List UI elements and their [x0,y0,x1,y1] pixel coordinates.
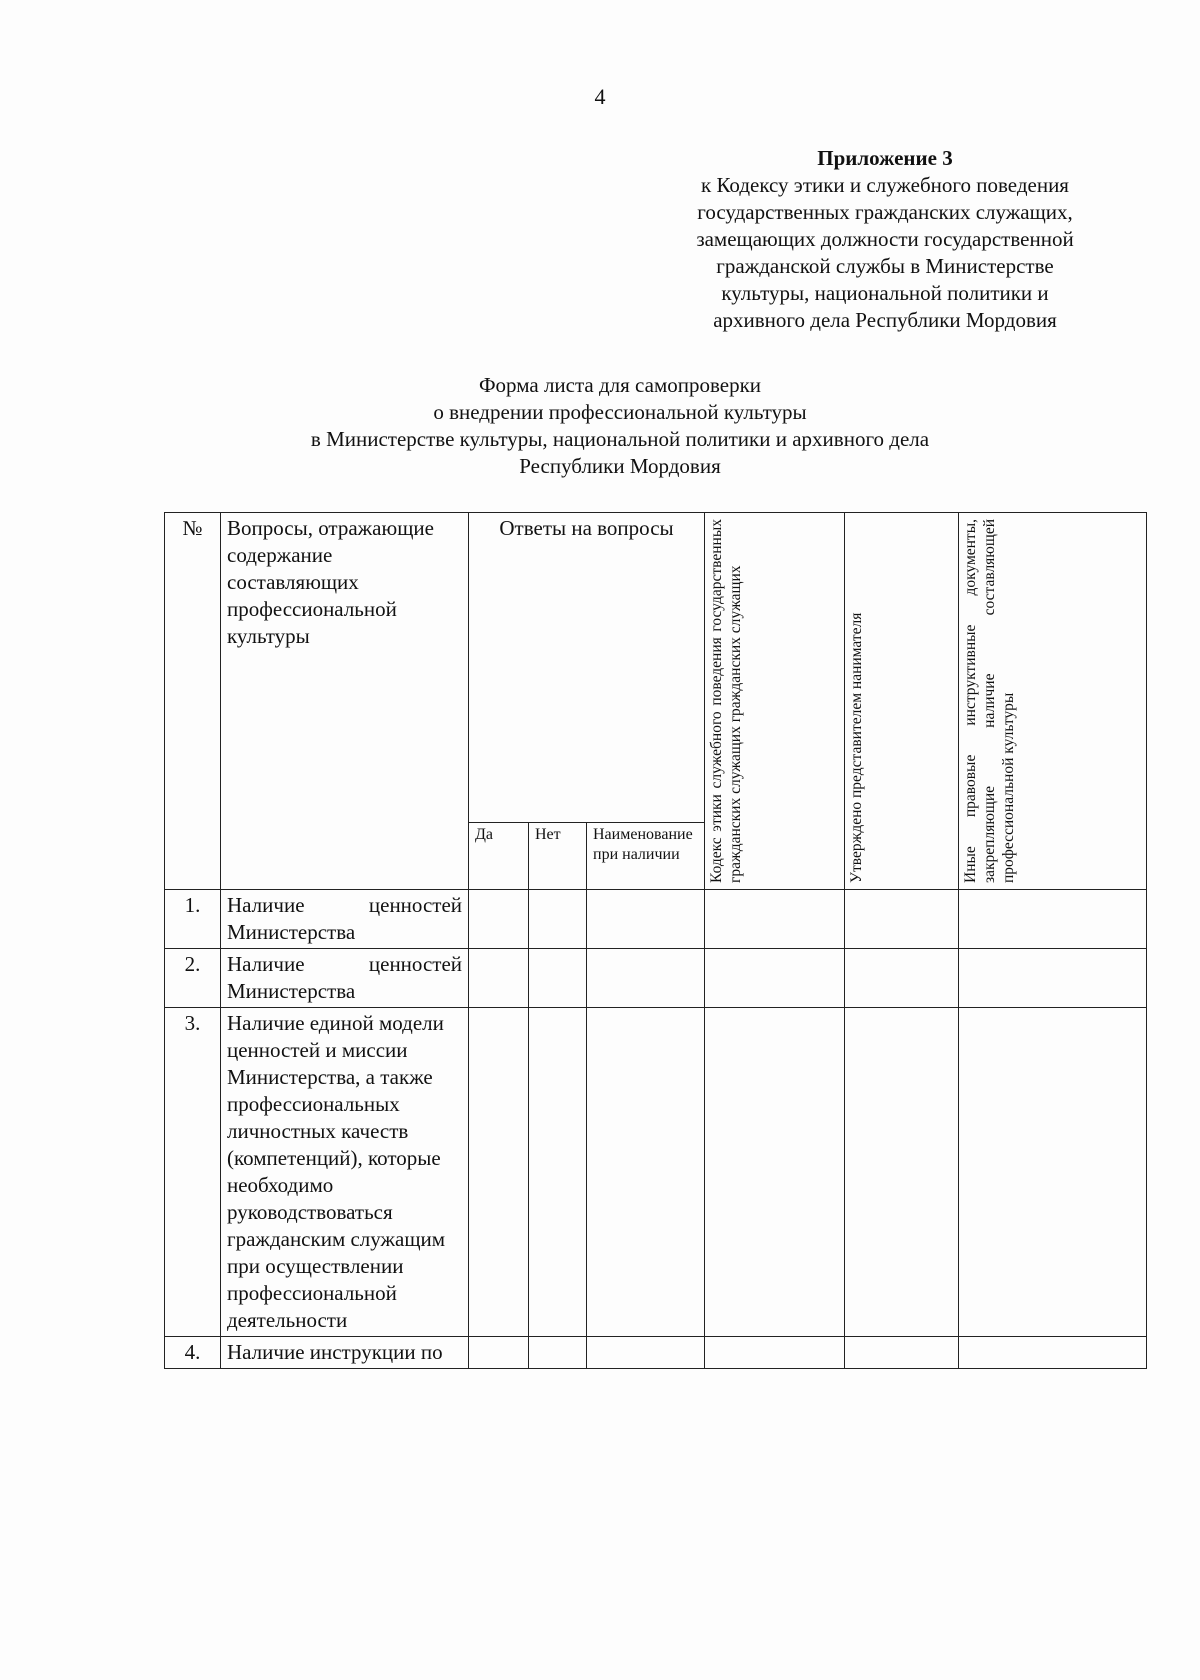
answer-yes-cell[interactable] [469,949,529,1008]
answer-name-cell[interactable] [587,1008,705,1337]
header-yes: Да [469,823,529,890]
row-question: Наличие инструкции по [221,1337,469,1369]
answer-name-cell[interactable] [587,949,705,1008]
answer-yes-cell[interactable] [469,890,529,949]
row-question: Наличие ценностей Министерства [221,949,469,1008]
appendix-line: культуры, национальной политики и [721,281,1049,305]
form-title-line: Республики Мордовия [519,454,721,478]
appendix-line: к Кодексу этики и служебного поведения [701,173,1069,197]
answer-no-cell[interactable] [529,949,587,1008]
row-number: 1. [165,890,221,949]
approved-cell[interactable] [845,1337,959,1369]
header-answers: Ответы на вопросы [469,513,705,823]
header-questions: Вопросы, отражающие содержание составляющих профессиональной культуры [221,513,469,890]
other-docs-cell[interactable] [959,1337,1147,1369]
form-title-line: в Министерстве культуры, национальной политики и архивного дела [310,427,930,451]
code-cell[interactable] [705,890,845,949]
row-question: Наличие ценностей Министерства [221,890,469,949]
row-number: 2. [165,949,221,1008]
answer-no-cell[interactable] [529,1008,587,1337]
header-num: № [165,513,221,890]
table-row [165,949,1147,1008]
answer-yes-cell[interactable] [469,1337,529,1369]
header-name-if-any: Наименование при наличии [587,823,705,890]
approved-cell[interactable] [845,949,959,1008]
header-no: Нет [529,823,587,890]
appendix-line: государственных гражданских служащих, [697,200,1073,224]
code-cell[interactable] [705,1337,845,1369]
self-check-table [164,512,1147,1369]
form-title [240,372,1000,480]
answer-name-cell[interactable] [587,1337,705,1369]
row-number: 4. [165,1337,221,1369]
table-row [165,1008,1147,1337]
answer-yes-cell[interactable] [469,1008,529,1337]
header-row [165,513,1147,823]
appendix-title: Приложение 3 [817,146,953,170]
answer-name-cell[interactable] [587,890,705,949]
other-docs-cell[interactable] [959,890,1147,949]
header-other-docs-cell [959,513,1147,890]
code-cell[interactable] [705,1008,845,1337]
answer-no-cell[interactable] [529,1337,587,1369]
header-other-docs: Иные правовые инструктивные документы, закрепляющие наличие составляющей профессиональной культуры [962,519,1017,883]
other-docs-cell[interactable] [959,949,1147,1008]
table-row [165,890,1147,949]
header-approved-cell [845,513,959,890]
approved-cell[interactable] [845,890,959,949]
row-number: 3. [165,1008,221,1337]
appendix-line: архивного дела Республики Мордовия [713,308,1057,332]
appendix-heading [650,145,1120,334]
other-docs-cell[interactable] [959,1008,1147,1337]
approved-cell[interactable] [845,1008,959,1337]
code-cell[interactable] [705,949,845,1008]
answer-no-cell[interactable] [529,890,587,949]
row-question: Наличие единой модели ценностей и миссии Министерства, а также профессиональных личностных качеств (компетенций), которые необходимо руководствоваться гражданским служащим при осуществлении профессиональной деятельности [221,1008,469,1337]
header-code-cell [705,513,845,890]
appendix-line: замещающих должности государственной [696,227,1074,251]
appendix-line: гражданской службы в Министерстве [716,254,1054,278]
form-title-line: о внедрении профессиональной культуры [433,400,807,424]
page-number: 4 [594,84,606,109]
table-row [165,1337,1147,1369]
header-approved: Утверждено представителем нанимателя [848,612,865,883]
form-title-line: Форма листа для самопроверки [478,373,762,397]
header-code: Кодекс этики служебного поведения государственных гражданских служащих гражданских служащих [708,519,744,883]
